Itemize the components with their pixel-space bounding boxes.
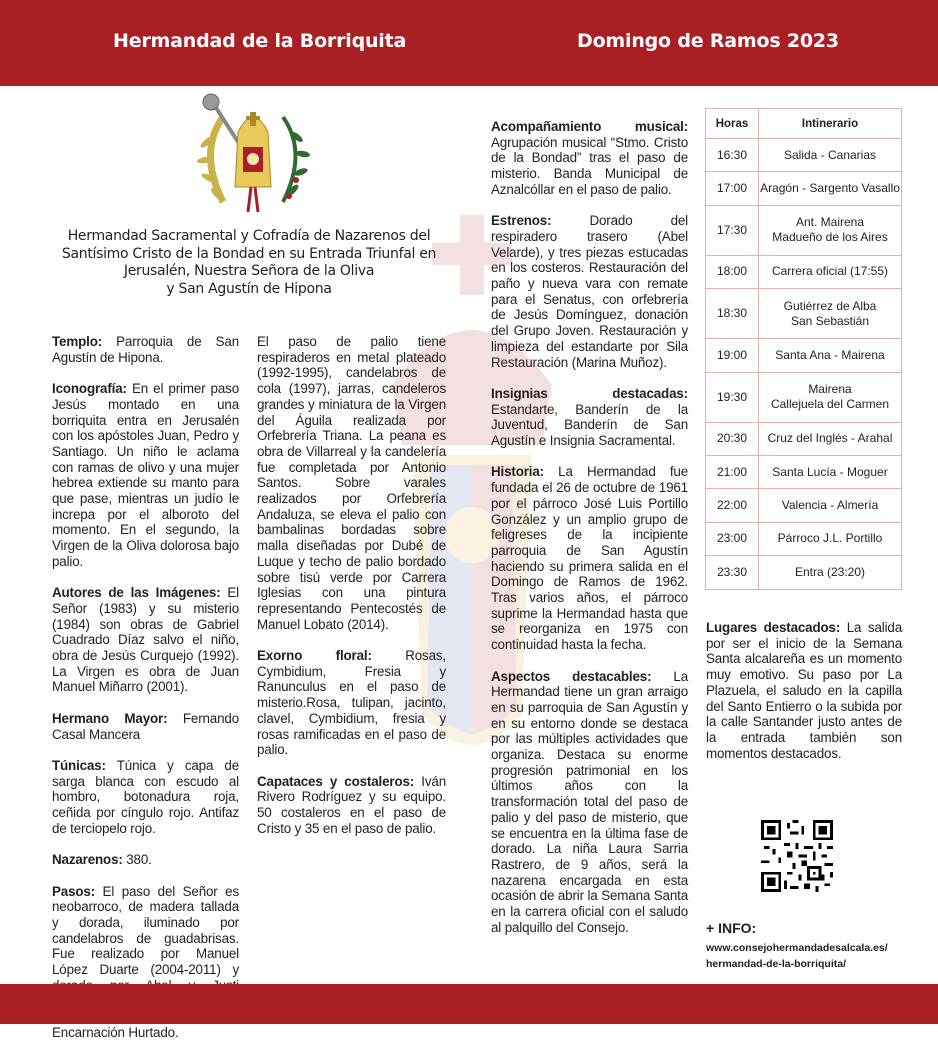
more-info-label: + INFO: [706,920,757,936]
time-cell: 16:30 [706,139,759,172]
iconografia-text: En el primer paso Jesús montado en una borriquita entra en Jerusalén con los apóstoles Juan, Pedro y Santiago. Un niño le aclama con ramas de olivo y una mujer hebrea extiende su manto para que pase, mientras un judío le increpa por el alboroto del momento. En el segundo, la Virgen de la Oliva dolorosa bajo palio. [52,381,239,569]
tunicas-label: Túnicas: [52,757,106,773]
iconografia-paragraph [52,381,239,569]
table-row [706,372,902,422]
place-cell: Cruz del Inglés - Arahal [759,422,902,455]
table-row [706,489,902,522]
place-cell: Carrera oficial (17:55) [759,255,902,288]
brotherhood-coat-of-arms-icon [193,92,313,217]
time-cell: 18:00 [706,255,759,288]
historia-text: La Hermandad fue fundada el 26 de octubre de 1961 por el párroco José Luis Portillo González y un amplio grupo de feligreses de la incipiente parroquia de San Agustín haciendo su primera salida en el Domingo de Ramos de 1962. Tras varios años, el párroco suprime la Hermandad hasta que se reorganiza en 1975 con continuidad hasta la fecha. [491,464,688,653]
itinerary-table [705,108,902,590]
aspectos-paragraph [491,669,688,936]
estrenos-label: Estrenos: [491,213,552,229]
more-info-link[interactable] [706,941,906,972]
nazarenos-label: Nazarenos: [52,852,123,868]
table-row [706,289,902,339]
nazarenos-paragraph [52,852,239,868]
table-row [706,339,902,372]
time-cell: 17:30 [706,205,759,255]
place-cell [759,289,902,339]
time-cell: 21:00 [706,455,759,488]
place-line: Gutiérrez de Alba [783,298,877,313]
table-row [706,255,902,288]
place-line: Callejuela del Carmen [770,397,890,412]
time-cell: 19:30 [706,372,759,422]
lugares-label: Lugares destacados: [706,620,841,635]
templo-text: Parroquia de San Agustín de Hipona. [52,334,239,365]
time-cell: 20:30 [706,422,759,455]
capataces-label: Capataces y costaleros: [257,773,415,789]
time-cell: 23:30 [706,556,759,589]
aspectos-text: La Hermandad tiene un gran arraigo en su parroquia de San Agustín y en su entorno donde se destaca por las múltiples actividades que organiza. Destaca su enorme progresión patrimonial en los últimos años con la transformación total del paso de palio y del paso de misterio, que se encuentra en la última fase de dorado. La niña Laura Sarria Rastrero, de 9 años, será la nazarena encargada en esta ocasión de abrir la Semana Santa en la carrera oficial con el saludo al palquillo del Consejo. [491,668,688,935]
place-cell: Aragón - Sargento Vasallo [759,172,902,205]
route-column-header: Intinerario [759,109,902,139]
templo-label: Templo: [52,334,103,349]
insignias-text: Estandarte, Banderín de la Juventud, Banderín de San Agustín e Insignia Sacramental. [491,401,688,449]
nazarenos-text: 380. [122,852,152,868]
qr-code-icon[interactable] [761,820,833,892]
lugares-text: La salida por ser el inicio de la Semana Santa alcalareña es un momento muy emotivo. Su paso por La Plazuela, el saludo en la capilla del Santo Entierro o la subida por la calle Santander justo antes de la entrada también son momentos destacados. [706,620,902,761]
insignias-label: Insignias destacadas: [491,385,688,401]
capataces-paragraph [257,774,446,837]
templo-paragraph [52,334,239,365]
table-row [706,172,902,205]
tunicas-paragraph [52,758,239,837]
exorno-text: Rosas, Cymbidium, Fresia y Ranunculus en el paso de misterio.Rosa, tulipan, jacinto, clavel, Cymbidium, fresia y rosas ramificadas en el paso de palio. [257,648,446,758]
table-row [706,556,902,589]
time-cell: 17:00 [706,172,759,205]
estrenos-text: Dorado del respiradero trasero (Abel Velarde), y tres piezas estucadas en los costeros. Restauración del paño y nueva vara con remate para el Senatus, con orfebrería de Jesús Domínguez, donación del Grupo Joven. Restauración y limpieza del estandarte por Sila Restauración (Marina Muñoz). [491,213,688,370]
title-line: y San Agustín de Hipona [166,280,332,297]
musica-text: Agrupación musical “Stmo. Cristo de la Bondad” tras el paso de misterio. Banda Municipal de Aznalcóllar en el paso de palio. [491,134,688,197]
footer-bar [0,984,938,1024]
time-cell: 18:30 [706,289,759,339]
title-line: Hermandad Sacramental y Cofradía de Nazarenos del [67,228,431,244]
place-line: San Sebastián [790,313,870,328]
hermano-mayor-label: Hermano Mayor: [52,710,168,726]
url-line[interactable]: www.consejohermandadesalcala.es/ [706,942,888,954]
info-column-3 [491,119,688,951]
place-cell: Santa Ana - Mairena [759,339,902,372]
table-row [706,139,902,172]
place-cell [759,372,902,422]
place-cell: Salida - Canarias [759,139,902,172]
insignias-paragraph [491,386,688,449]
info-column-1 [52,334,239,1056]
palio-paragraph [257,334,446,632]
lugares-paragraph [706,620,902,761]
exorno-label: Exorno floral: [257,648,372,664]
time-cell: 22:00 [706,489,759,522]
place-cell: Párroco J.L. Portillo [759,522,902,555]
place-cell: Entra (23:20) [759,556,902,589]
event-date-header: Domingo de Ramos 2023 [577,30,839,52]
place-cell: Santa Lucía - Moguer [759,455,902,488]
exorno-paragraph [257,648,446,758]
title-line: Jerusalén, Nuestra Señora de la Oliva [123,263,375,279]
hermano-mayor-text: Fernando Casal Mancera [52,710,239,742]
musica-paragraph [491,119,688,198]
autores-text: El Señor (1983) y su misterio (1984) son obras de Gabriel Cuadrado Díaz salvo el niño, obra de Jesús Curquejo (1992). La Virgen es obra de Juan Manuel Miñarro (2001). [52,585,239,695]
place-line: Madueño de los Aires [772,230,888,245]
place-cell: Valencia - Almería [759,489,902,522]
time-cell: 19:00 [706,339,759,372]
brotherhood-name-header: Hermandad de la Borriquita [113,30,407,52]
time-cell: 23:00 [706,522,759,555]
hours-column-header: Horas [706,109,759,139]
info-column-4 [706,620,902,777]
historia-paragraph [491,464,688,652]
header-bar [0,0,938,86]
hermano-mayor-paragraph [52,711,239,742]
title-line: Santísimo Cristo de la Bondad en su Entrada Triunfal en [61,245,437,262]
table-row [706,455,902,488]
pasos-label: Pasos: [52,883,96,899]
url-line[interactable]: hermandad-de-la-borriquita/ [706,957,847,970]
place-line: Mairena [808,382,852,397]
info-column-2-flow [257,334,446,852]
table-row [706,205,902,255]
musica-label: Acompañamiento musical: [491,119,688,134]
pasos-text: El paso del Señor es neobarroco, de madera tallada y dorada, iluminado por candelabros de guadabrisas. Fue realizado por Manuel López Duarte (2004-2011) y Encarnación Hurtado. [52,883,239,1040]
place-cell [759,205,902,255]
historia-label: Historia: [491,464,544,480]
capataces-text: Iván Rivero Rodríguez y su equipo. 50 costaleros en el paso de Cristo y 35 en el paso de palio. [257,773,446,836]
table-header-row [706,109,902,139]
place-line: Ant. Mairena [795,215,865,230]
brotherhood-full-name [30,228,468,298]
palio-text: El paso de palio tiene respiraderos en metal plateado (1992-1995), candelabros de cola (1997), jarras, candeleros grandes y miniatura de la Virgen del Águila realizada por Orfebrería Triana. La peana es obra de Villarreal y la candelería fue completada por Antonio Santos. Sobre varales realizados por Orfebrería Andaluza, se eleva el palio con bambalinas bordadas sobre malla diseñadas por Dubé de Luque y techo de palio bordado sobre tisú verde por Carrera Iglesias con una pintura representando Pentecostés de Manuel Lobato (2014). [257,334,446,632]
iconografia-label: Iconografía: [52,381,127,397]
tunicas-text: Túnica y capa de sarga blanca con escudo al hombro, botonadura roja, ceñida por cíngulo rojo. Antifaz de terciopelo rojo. [52,757,239,836]
estrenos-paragraph [491,213,688,370]
autores-paragraph [52,585,239,695]
table-row [706,522,902,555]
aspectos-label: Aspectos destacables: [491,668,652,684]
table-row [706,422,902,455]
autores-label: Autores de las Imágenes: [52,585,221,601]
